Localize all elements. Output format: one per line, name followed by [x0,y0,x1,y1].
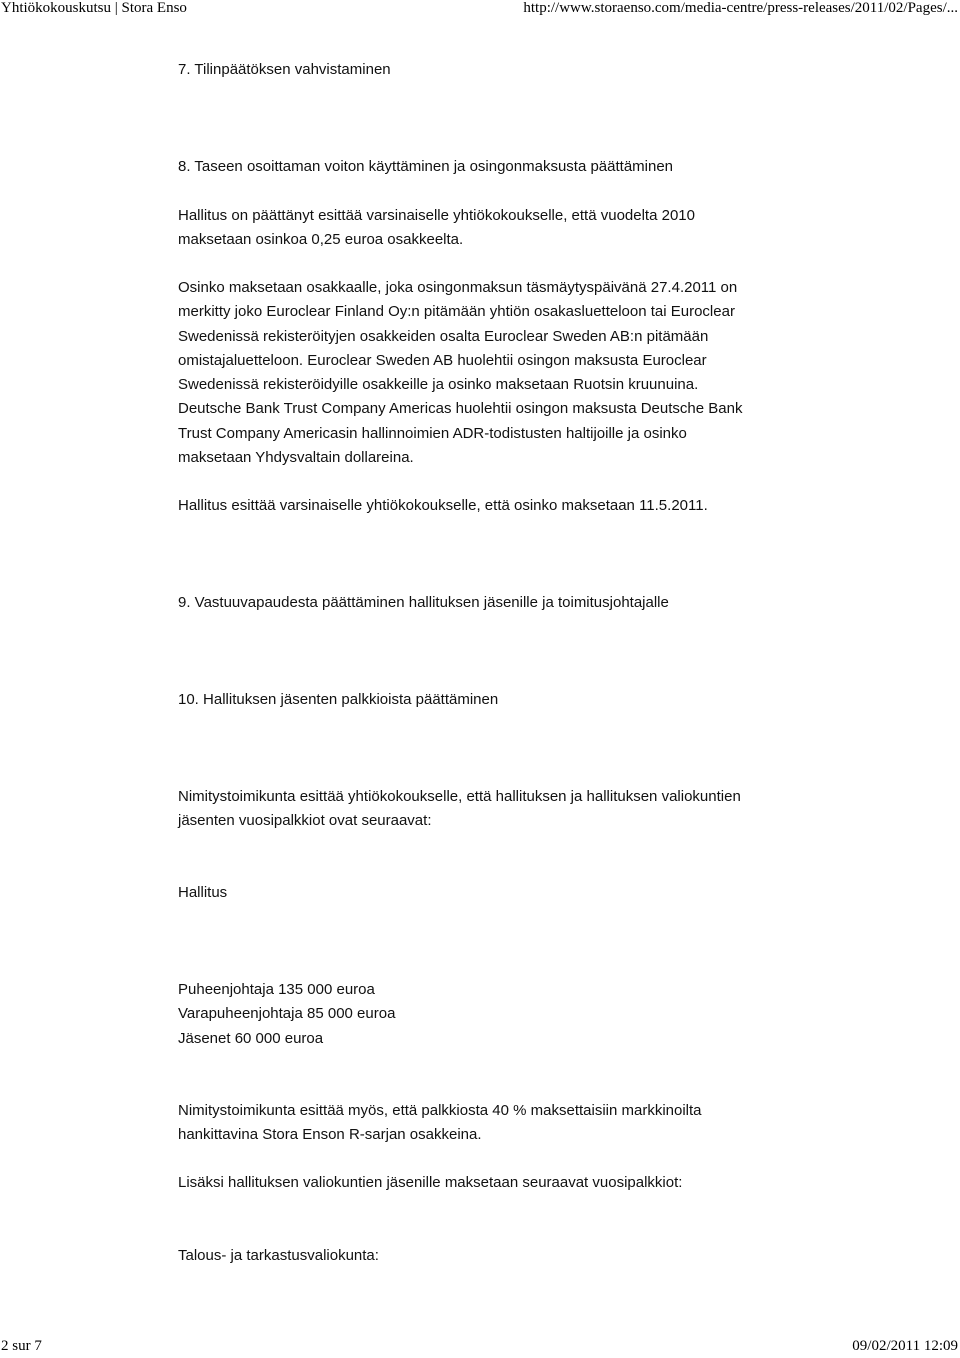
item10-paragraph-committees: Lisäksi hallituksen valiokuntien jäsenille maksetaan seuraavat vuosipalkkiot: [178,1174,683,1191]
text-line: Nimitystoimikunta esittää yhtiökokoukselle, että hallituksen ja hallituksen valiokuntien [178,788,741,805]
item10-paragraph-shares [178,1099,778,1148]
list-item: Jäsenet 60 000 euroa [178,1029,324,1047]
text-line: Hallitus on päättänyt esittää varsinaiselle yhtiökokoukselle, että vuodelta 2010 [178,207,695,224]
print-header [0,0,960,20]
text-line: jäsenten vuosipalkkiot ovat seuraavat: [178,812,432,830]
page-title: Yhtiökokouskutsu | Stora Enso [1,0,187,16]
item8-paragraph-payment [178,276,778,470]
text-line: Deutsche Bank Trust Company Americas huolehtii osingon maksusta Deutsche Bank [178,400,743,418]
text-line: maksetaan osinkoa 0,25 euroa osakkeelta. [178,231,464,249]
text-line: Nimitystoimikunta esittää myös, että palkkiosta 40 % maksettaisiin markkinoilta [178,1102,702,1119]
item8-heading: 8. Taseen osoittaman voiton käyttäminen ja osingonmaksusta päättäminen [178,158,674,175]
item10-paragraph-proposal [178,785,778,834]
board-label: Hallitus [178,884,228,901]
text-line: Swedenissä rekisteröidyille osakkeille ja osinko maksetaan Ruotsin kruunuina. [178,376,699,394]
print-footer [0,1338,960,1358]
list-item: Puheenjohtaja 135 000 euroa [178,981,375,998]
text-line: hankittavina Stora Enson R-sarjan osakkeina. [178,1126,482,1144]
text-line: Trust Company Americasin hallinnoimien ADR-todistusten haltijoille ja osinko [178,424,687,442]
text-line: maksetaan Yhdysvaltain dollareina. [178,449,414,467]
text-line: Swedenissä rekisteröityjen osakkeiden osalta Euroclear Sweden AB:n pitämään [178,327,709,345]
item8-paragraph-payment-date: Hallitus esittää varsinaiselle yhtiökokoukselle, että osinko maksetaan 11.5.2011. [178,497,708,514]
text-line: omistajaluetteloon. Euroclear Sweden AB huolehtii osingon maksusta Euroclear [178,351,707,369]
text-line: merkitty joko Euroclear Finland Oy:n pitämään yhtiön osakasluetteloon tai Euroclear [178,303,735,321]
item9-heading: 9. Vastuuvapaudesta päättäminen hallituksen jäsenille ja toimitusjohtajalle [178,594,669,611]
item8-paragraph-dividend [178,204,778,253]
item10-heading: 10. Hallituksen jäsenten palkkioista päättäminen [178,691,499,708]
list-item: Varapuheenjohtaja 85 000 euroa [178,1005,396,1023]
audit-committee-label: Talous- ja tarkastusvaliokunta: [178,1247,379,1264]
text-line: Osinko maksetaan osakkaalle, joka osingonmaksun täsmäytyspäivänä 27.4.2011 on [178,279,738,296]
page-url: http://www.storaenso.com/media-centre/press-releases/2011/02/Pages/... [523,0,958,16]
print-datetime: 09/02/2011 12:09 [852,1338,958,1354]
board-fees-list [178,978,778,1051]
page-number: 2 sur 7 [1,1338,42,1354]
item7-heading: 7. Tilinpäätöksen vahvistaminen [178,61,391,78]
